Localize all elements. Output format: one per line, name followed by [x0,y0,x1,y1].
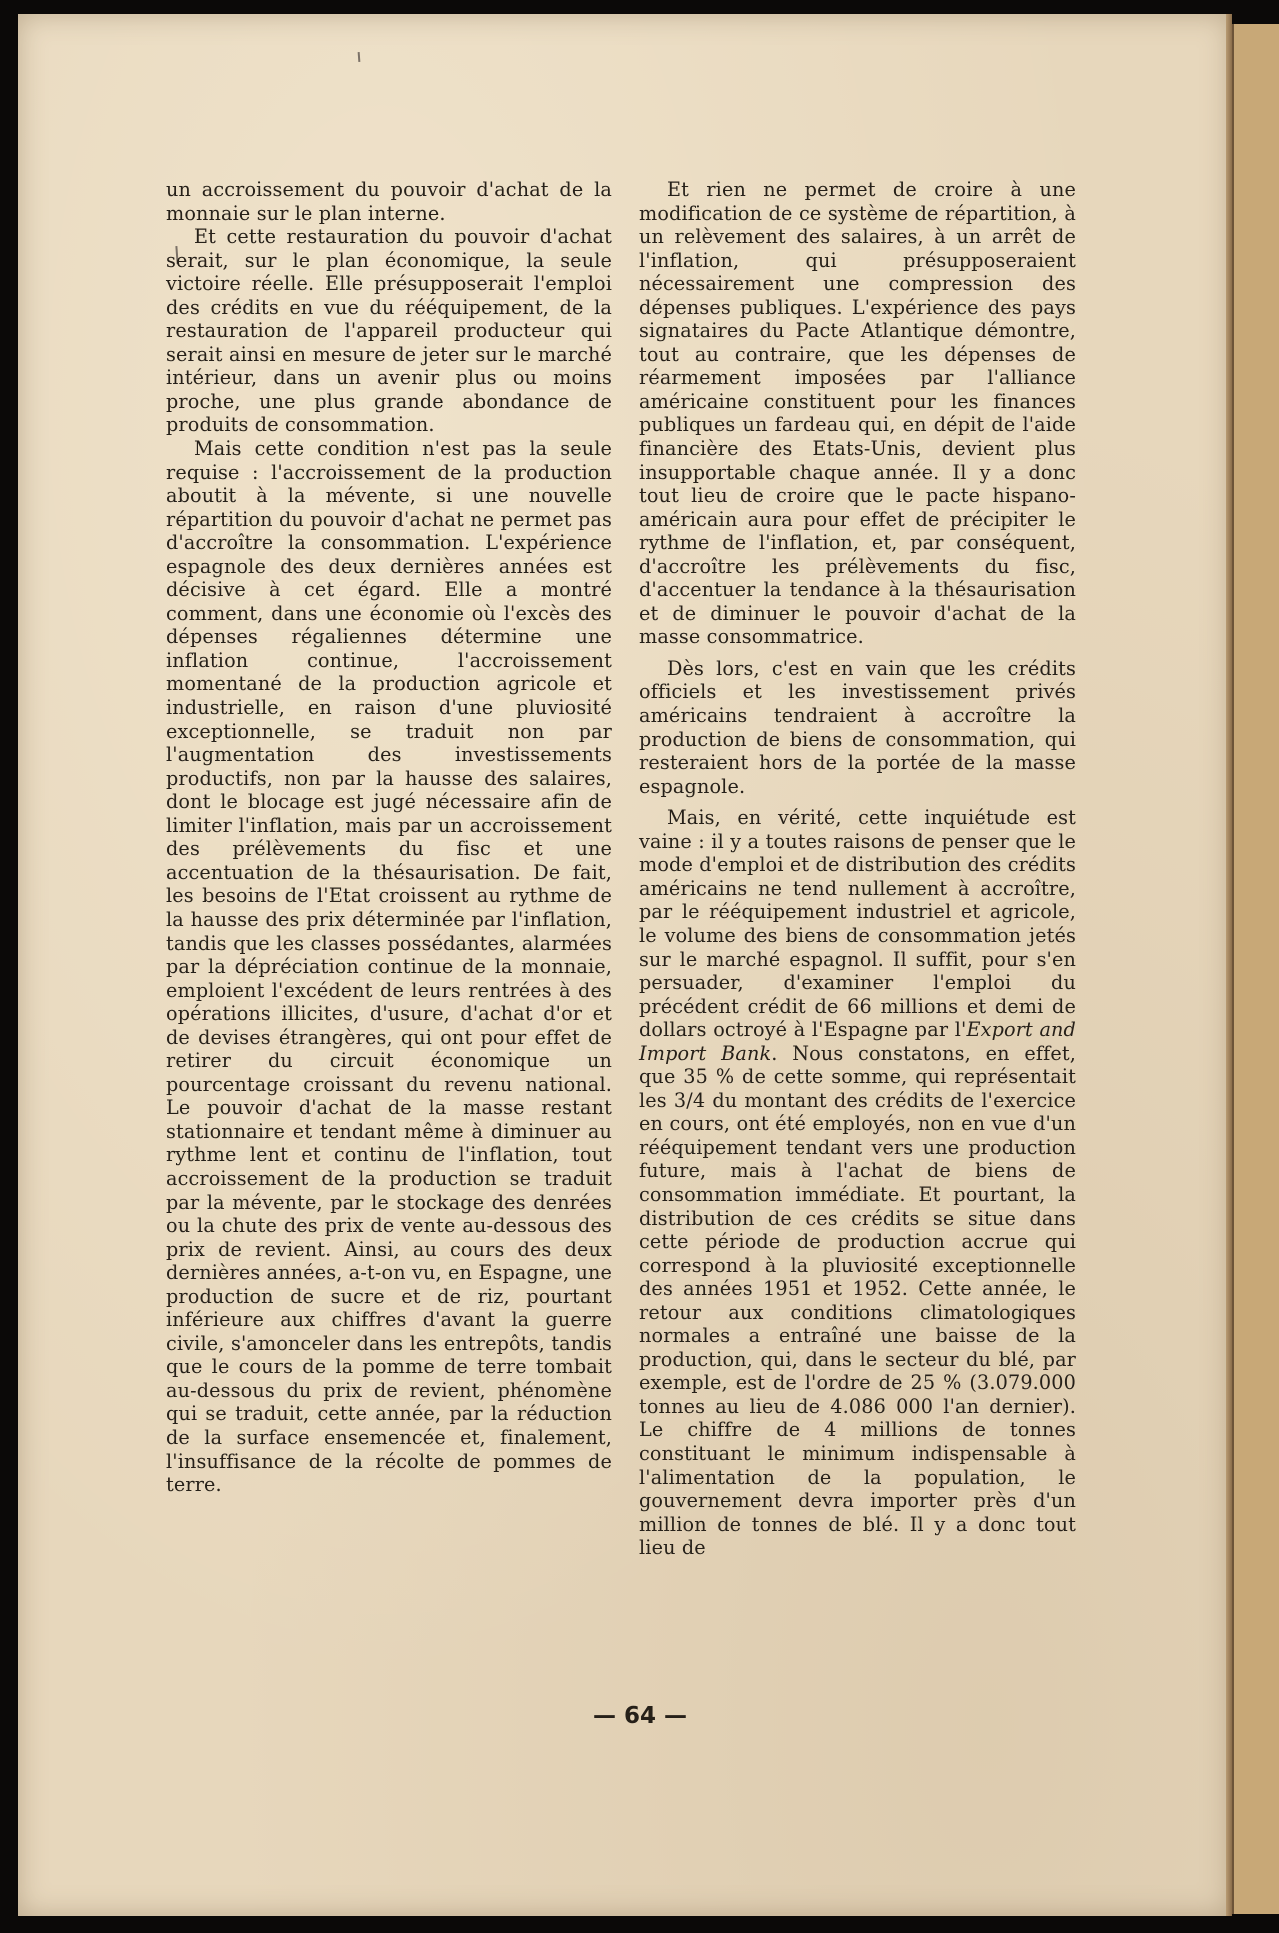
italic-text: Export and Import Bank [639,1018,1076,1065]
paragraph: Et cette restauration du pouvoir d'achat serait, sur le plan économique, la seule victoire réelle. Elle présupposerait l'emploi des crédits en vue du rééquipement, de la restauration de l'appareil producteur qui serait ainsi en mesure de jeter sur le marché intérieur, dans un avenir plus ou moins proche, une plus grande abondance de produits de consommation. [166,225,612,437]
page-number: — 64 — [592,1703,688,1729]
paragraph [639,806,1076,1560]
adjacent-page-edge [1232,24,1279,1914]
paragraph: un accroissement du pouvoir d'achat de la monnaie sur le plan interne. [166,178,612,225]
paragraph: Mais cette condition n'est pas la seule requise : l'accroissement de la production aboutit à la mévente, si une nouvelle répartition du pouvoir d'achat ne permet pas d'accroître la consommation. L'expérience espagnole des deux dernières années est décisive à cet égard. Elle a montré comment, dans une économie où l'excès des dépenses régaliennes détermine une inflation continue, l'accroissement momentané de la production agricole et industrielle, en raison d'une pluviosité exceptionnelle, se traduit non par l'augmentation des investissements productifs, non par la hausse des salaires, dont le blocage est jugé nécessaire afin de limiter l'inflation, mais par un accroissement des prélèvements du fisc et une accentuation de la thésaurisation. De fait, les besoins de l'Etat croissent au rythme de la hausse des prix déterminée par l'inflation, tandis que les classes possédantes, alarmées par la dépréciation continue de la monnaie, emploient l'excédent de leurs rentrées à des opérations illicites, d'usure, d'achat d'or et de devises étrangères, qui ont pour effet de retirer du circuit économique un pourcentage croissant du revenu national. Le pouvoir d'achat de la masse restant stationnaire et tendant même à diminuer au rythme lent et continu de l'inflation, tout accroissement de la production se traduit par la mévente, par le stockage des denrées ou la chute des prix de vente au-dessous des prix de revient. Ainsi, au cours des deux dernières années, a-t-on vu, en Espagne, une production de sucre et de riz, pourtant inférieure aux chiffres d'avant la guerre civile, s'amonceler dans les entrepôts, tandis que le cours de la pomme de terre tombait au-dessous du prix de revient, phénomène qui se traduit, cette année, par la réduction de la surface ensemencée et, finalement, l'insuffisance de la récolte de pommes de terre. [166,437,612,1497]
text-run: . Nous constatons, en effet, que 35 % de cette somme, qui représentait les 3/4 du montant des crédits de l'exercice en cours, ont été employés, non en vue d'un rééquipement tendant vers une production future, mais à l'achat de biens de consommation immédiate. Et pourtant, la distribution de ces crédits se situe dans cette période de production accrue qui correspond à la pluviosité exceptionnelle des années 1951 et 1952. Cette année, le retour aux conditions climatologiques normales a entraîné une baisse de la production, qui, dans le secteur du blé, par exemple, est de l'ordre de 25 % (3.079.000 tonnes au lieu de 4.086 000 l'an dernier). Le chiffre de 4 millions de tonnes constituant le minimum indispensable à l'alimentation de la population, le gouvernement devra importer près d'un million de tonnes de blé. Il y a donc tout lieu de [639,1041,1076,1560]
text-run: Mais, en vérité, cette inquiétude est vaine : il y a toutes raisons de penser que le mode d'emploi et de distribution des crédits américains ne tend nullement à accroître, par le rééquipement industriel et agricole, le volume des biens de consommation jetés sur le marché espagnol. Il suffit, pour s'en persuader, d'examiner l'emploi du précédent crédit de 66 millions et demi de dollars octroyé à l'Espagne par l' [639,806,1076,1042]
paragraph: Et rien ne permet de croire à une modification de ce système de répartition, à un relèvement des salaires, à un arrêt de l'inflation, qui présupposeraient nécessairement une compression des dépenses publiques. L'expérience des pays signataires du Pacte Atlantique démontre, tout au contraire, que les dépenses de réarmement imposées par l'alliance américaine constituent pour les finances publiques un fardeau qui, en dépit de l'aide financière des Etats-Unis, devient plus insupportable chaque année. Il y a donc tout lieu de croire que le pacte hispano-américain aura pour effet de précipiter le rythme de l'inflation, et, par conséquent, d'accroître les prélèvements du fisc, d'accentuer la tendance à la thésaurisation et de diminuer le pouvoir d'achat de la masse consommatrice. [639,178,1076,649]
left-column [166,178,612,1497]
right-column [639,178,1076,1568]
paragraph: Dès lors, c'est en vain que les crédits officiels et les investissement privés américains tendraient à accroître la production de biens de consommation, qui resteraient hors de la portée de la masse espagnole. [639,656,1076,798]
